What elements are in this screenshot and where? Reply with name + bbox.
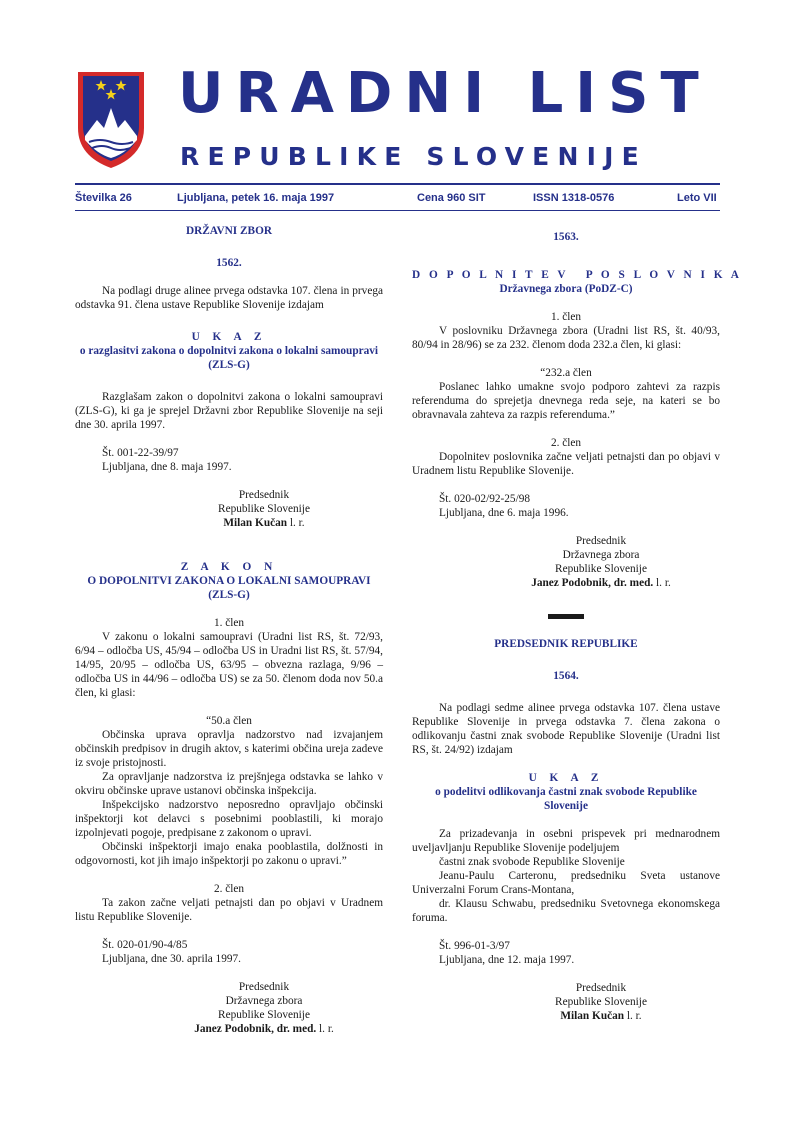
article-heading: “50.a člen [206,715,252,727]
left-column [75,220,383,1036]
act-title: U K A Z [191,331,267,343]
issue-date: Ljubljana, dne 8. maja 1997. [102,461,232,473]
paragraph: Jeanu-Paulu Carteronu, predsedniku Sveta ustanove Univerzalni Forum Crans-Montana, [412,870,720,896]
issue-number: Številka 26 [75,192,132,204]
issue-date: Ljubljana, dne 30. aprila 1997. [102,953,241,965]
signature-title: Predsednik [238,489,290,501]
signature-name: Janez Podobnik, dr. med. l. r. [194,1023,334,1035]
act-subtitle: Državnega zbora (PoDZ-C) [499,283,633,295]
signature-title: Predsednik [238,981,290,993]
act-subtitle: o podelitvi odlikovanja častni znak svobode Republike Slovenije [435,786,697,812]
section-heading: DRŽAVNI ZBOR [185,225,273,237]
section-heading: PREDSEDNIK REPUBLIKE [494,638,638,650]
act-number: 1563. [553,231,579,243]
signature-name: Janez Podobnik, dr. med. l. r. [531,577,671,589]
reference-number: Št. 020-01/90-4/85 [102,939,188,951]
article-heading: 1. člen [550,311,582,323]
signature-title: Republike Slovenije [555,996,647,1008]
paragraph: V zakonu o lokalni samoupravi (Uradni list RS, št. 72/93, 6/94 – odločba US, 45/94 – odločba US in Uradni list RS, št. 57/94, 14/95, 20/95 – odločba US, 63/95 – obvezna razlaga, 9/96 – odločba US in 44/96 – odločba US) se za 50. členom doda nov 50.a člen, ki glasi: [75,631,383,699]
act-title: Z A K O N [180,561,278,573]
article-heading: “232.a člen [540,367,592,379]
paragraph: častni znak svobode Republike Slovenije [439,856,625,868]
issue-date: Ljubljana, dne 12. maja 1997. [439,954,575,966]
reference-number: Št. 996-01-3/97 [439,940,510,952]
paragraph: Za opravljanje nadzorstva iz prejšnjega odstavka se lahko v okviru občinske uprave ustanovi občinska inšpekcija. [75,771,383,797]
paragraph: Dopolnitev poslovnika začne veljati petnajsti dan po objavi v Uradnem listu Republike Slovenije. [412,451,720,477]
reference-number: Št. 001-22-39/97 [102,447,179,459]
paragraph: Ta zakon začne veljati petnajsti dan po objavi v Uradnem listu Republike Slovenije. [75,897,383,923]
infobar-divider [75,210,720,211]
article-heading: 1. člen [213,617,245,629]
issn: ISSN 1318-0576 [533,192,615,204]
signature-name: Milan Kučan l. r. [560,1010,642,1022]
act-title: D O P O L N I T E V P O S L O V N I K A [412,269,742,281]
article-heading: 2. člen [550,437,582,449]
paragraph: Občinski inšpektorji imajo enaka pooblastila, dolžnosti in odgovornosti, kot jih imajo inšpektorji po zakonu o upravi.” [75,841,383,867]
signature-title: Republike Slovenije [218,1009,310,1021]
paragraph: Poslanec lahko umakne svojo podporo zahtevi za razpis referenduma do sprejetja dnevnega reda seje, na kateri se bo obravnavala zahteva za razpis referenduma.” [412,381,720,421]
issue-place-date: Ljubljana, petek 16. maja 1997 [177,192,335,204]
paragraph: Inšpekcijsko nadzorstvo neposredno opravljajo občinski inšpektorji kot delavci s posebnimi pooblastili, ki morajo izpolnjevati pogoje, predpisane z zakonom o upravi. [75,799,383,839]
masthead-title: URADNI LIST [178,61,711,126]
right-column [412,220,742,1023]
paragraph: dr. Klausu Schwabu, predsedniku Svetovnega ekonomskega foruma. [412,898,720,924]
paragraph: Na podlagi druge alinee prvega odstavka 107. člena in prvega odstavka 91. člena ustave Republike Slovenije izdajam [75,285,383,311]
paragraph: Razglašam zakon o dopolnitvi zakona o lokalni samoupravi (ZLS-G), ki ga je sprejel Državni zbor Republike Slovenije na seji dne 30. aprila 1997. [75,391,383,431]
act-number: 1562. [216,257,242,269]
signature-title: Predsednik [575,535,627,547]
issue-date: Ljubljana, dne 6. maja 1996. [439,507,569,519]
signature-title: Republike Slovenije [218,503,310,515]
reference-number: Št. 020-02/92-25/98 [439,493,531,505]
signature-title: Republike Slovenije [555,563,647,575]
signature-title: Državnega zbora [225,995,303,1007]
article-heading: 2. člen [213,883,245,895]
volume-year: Leto VII [677,192,717,204]
signature-name: Milan Kučan l. r. [223,517,305,529]
act-title: U K A Z [528,772,604,784]
paragraph: Na podlagi sedme alinee prvega odstavka 107. člena ustave Republike Slovenije in prvega odstavka 7. člena zakona o odlikovanju častni znak svobode Republike Slovenije (Uradni list RS, št. 24/92) izdajam [412,702,720,756]
paragraph: Za prizadevanja in osebni prispevek pri mednarodnem uveljavljanju Republike Slovenije podeljujem [412,828,720,854]
issue-price: Cena 960 SIT [417,192,486,204]
act-subtitle: o razglasitvi zakona o dopolnitvi zakona o lokalni samoupravi (ZLS-G) [79,345,379,371]
coat-of-arms-logo [75,70,147,170]
paragraph: V poslovniku Državnega zbora (Uradni list RS, št. 40/93, 80/94 in 28/96) se za 232. členom doda 232.a člen, ki glasi: [412,325,720,351]
signature-title: Predsednik [575,982,627,994]
masthead-subtitle: REPUBLIKE SLOVENIJE [180,142,647,171]
act-number: 1564. [553,670,579,682]
masthead-divider [75,183,720,185]
signature-title: Državnega zbora [562,549,640,561]
paragraph: Občinska uprava opravlja nadzorstvo nad izvajanjem občinskih predpisov in drugih aktov, s katerimi občina ureja zadeve iz svoje pristojnosti. [75,729,383,769]
act-subtitle: O DOPOLNITVI ZAKONA O LOKALNI SAMOUPRAVI (ZLS-G) [87,575,371,601]
